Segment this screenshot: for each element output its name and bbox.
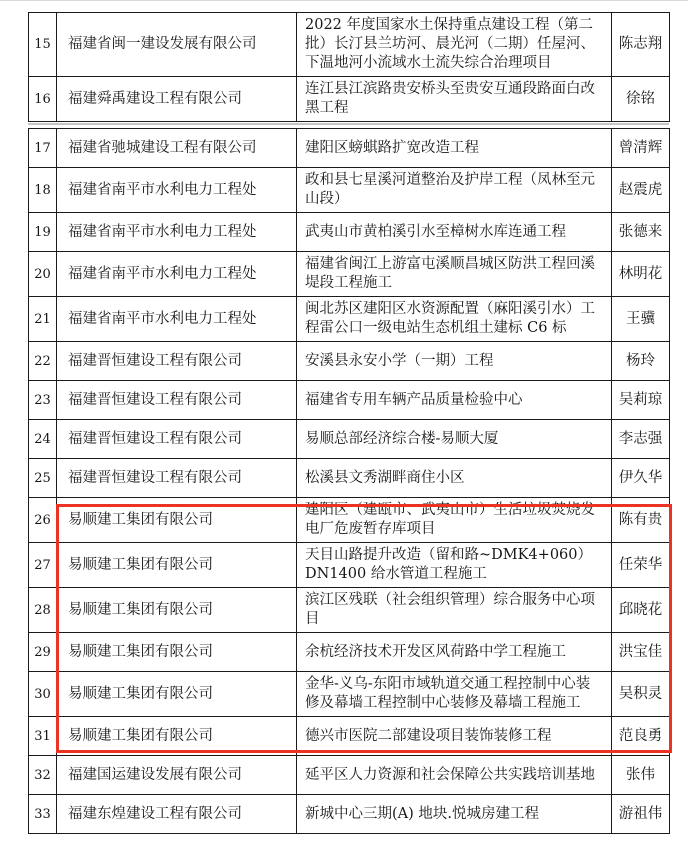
project-cell: 余杭经济技术开发区风荷路中学工程施工	[297, 633, 612, 672]
company-cell: 福建晋恒建设工程有限公司	[57, 381, 297, 420]
table-segment-1-body	[29, 13, 670, 122]
company-cell: 易顺建工集团有限公司	[57, 717, 297, 756]
row-number-cell: 29	[29, 633, 57, 672]
row-number-cell: 18	[29, 168, 57, 213]
row-number-cell: 21	[29, 297, 57, 342]
person-cell: 杨玲	[612, 342, 670, 381]
row-number-cell: 33	[29, 795, 57, 834]
person-cell: 游祖伟	[612, 795, 670, 834]
person-cell: 洪宝佳	[612, 633, 670, 672]
person-cell: 陈志翔	[612, 13, 670, 77]
table-row	[29, 672, 670, 717]
table-row	[29, 717, 670, 756]
row-number-cell: 24	[29, 420, 57, 459]
table-row	[29, 297, 670, 342]
project-cell: 福建省专用车辆产品质量检验中心	[297, 381, 612, 420]
project-cell: 政和县七星溪河道整治及护岸工程（凤林至元山段）	[297, 168, 612, 213]
company-cell: 福建省南平市水利电力工程处	[57, 252, 297, 297]
table-row	[29, 252, 670, 297]
company-cell: 福建晋恒建设工程有限公司	[57, 459, 297, 498]
table-row	[29, 420, 670, 459]
project-cell: 易顺总部经济综合楼-易顺大厦	[297, 420, 612, 459]
row-number-cell: 28	[29, 588, 57, 633]
project-cell: 武夷山市黄柏溪引水至樟树水库连通工程	[297, 213, 612, 252]
person-cell: 赵震虎	[612, 168, 670, 213]
row-number-cell: 20	[29, 252, 57, 297]
row-number-cell: 26	[29, 498, 57, 543]
page-break-divider	[28, 123, 669, 125]
project-cell: 2022 年度国家水土保持重点建设工程（第二批）长汀县兰坊河、晨光河（二期）任屋河、下温地河小流域水土流失综合治理项目	[297, 13, 612, 77]
project-cell: 连江县江滨路贵安桥头至贵安互通段路面白改黑工程	[297, 77, 612, 122]
page-top-divider	[0, 0, 688, 1]
table-row	[29, 168, 670, 213]
row-number-cell: 30	[29, 672, 57, 717]
company-cell: 福建舜禹建设工程有限公司	[57, 77, 297, 122]
table-row	[29, 459, 670, 498]
project-cell: 松溪县文秀湖畔商住小区	[297, 459, 612, 498]
company-cell: 福建省驰城建设工程有限公司	[57, 129, 297, 168]
person-cell: 王骥	[612, 297, 670, 342]
company-cell: 易顺建工集团有限公司	[57, 543, 297, 588]
table-segment-2-body	[29, 129, 670, 834]
person-cell: 张伟	[612, 756, 670, 795]
row-number-cell: 19	[29, 213, 57, 252]
projects-table-segment-1	[28, 12, 670, 122]
row-number-cell: 22	[29, 342, 57, 381]
person-cell: 林明花	[612, 252, 670, 297]
project-cell: 滨江区残联（社会组织管理）综合服务中心项目	[297, 588, 612, 633]
person-cell: 李志强	[612, 420, 670, 459]
row-number-cell: 15	[29, 13, 57, 77]
person-cell: 陈有贵	[612, 498, 670, 543]
table-row	[29, 795, 670, 834]
row-number-cell: 23	[29, 381, 57, 420]
row-number-cell: 32	[29, 756, 57, 795]
table-row	[29, 588, 670, 633]
project-cell: 安溪县永安小学（一期）工程	[297, 342, 612, 381]
person-cell: 范良勇	[612, 717, 670, 756]
person-cell: 吴积灵	[612, 672, 670, 717]
company-cell: 福建晋恒建设工程有限公司	[57, 342, 297, 381]
person-cell: 邱晓花	[612, 588, 670, 633]
project-cell: 金华-义乌-东阳市域轨道交通工程控制中心装修及幕墙工程控制中心装修及幕墙工程施工	[297, 672, 612, 717]
table-row	[29, 543, 670, 588]
company-cell: 福建省南平市水利电力工程处	[57, 297, 297, 342]
company-cell: 易顺建工集团有限公司	[57, 588, 297, 633]
company-cell: 福建省闽一建设发展有限公司	[57, 13, 297, 77]
project-cell: 闽北苏区建阳区水资源配置（麻阳溪引水）工程雷公口一级电站生态机组土建标 C6 标	[297, 297, 612, 342]
company-cell: 易顺建工集团有限公司	[57, 498, 297, 543]
table-row	[29, 498, 670, 543]
table-row	[29, 77, 670, 122]
project-cell: 福建省闽江上游富屯溪顺昌城区防洪工程回溪堤段工程施工	[297, 252, 612, 297]
person-cell: 吴莉琼	[612, 381, 670, 420]
company-cell: 易顺建工集团有限公司	[57, 633, 297, 672]
project-cell: 建阳区螃蜞路扩宽改造工程	[297, 129, 612, 168]
person-cell: 张德来	[612, 213, 670, 252]
projects-table-area	[28, 12, 669, 834]
person-cell: 徐铭	[612, 77, 670, 122]
row-number-cell: 31	[29, 717, 57, 756]
table-row	[29, 13, 670, 77]
project-cell: 天目山路提升改造（留和路~DMK4+060）DN1400 给水管道工程施工	[297, 543, 612, 588]
company-cell: 福建东煌建设工程有限公司	[57, 795, 297, 834]
row-number-cell: 25	[29, 459, 57, 498]
row-number-cell: 27	[29, 543, 57, 588]
row-number-cell: 16	[29, 77, 57, 122]
company-cell: 福建省南平市水利电力工程处	[57, 168, 297, 213]
table-row	[29, 213, 670, 252]
company-cell: 福建晋恒建设工程有限公司	[57, 420, 297, 459]
projects-table-segment-2	[28, 128, 670, 834]
company-cell: 福建省南平市水利电力工程处	[57, 213, 297, 252]
table-row	[29, 633, 670, 672]
project-cell: 建阳区（建瓯市、武夷山市）生活垃圾焚烧发电厂危废暂存库项目	[297, 498, 612, 543]
table-row	[29, 381, 670, 420]
project-cell: 德兴市医院二部建设项目装饰装修工程	[297, 717, 612, 756]
person-cell: 任荣华	[612, 543, 670, 588]
company-cell: 福建国运建设发展有限公司	[57, 756, 297, 795]
person-cell: 曾清辉	[612, 129, 670, 168]
row-number-cell: 17	[29, 129, 57, 168]
table-row	[29, 342, 670, 381]
person-cell: 伊久华	[612, 459, 670, 498]
project-cell: 新城中心三期(A) 地块.悦城房建工程	[297, 795, 612, 834]
company-cell: 易顺建工集团有限公司	[57, 672, 297, 717]
table-row	[29, 756, 670, 795]
table-row	[29, 129, 670, 168]
project-cell: 延平区人力资源和社会保障公共实践培训基地	[297, 756, 612, 795]
